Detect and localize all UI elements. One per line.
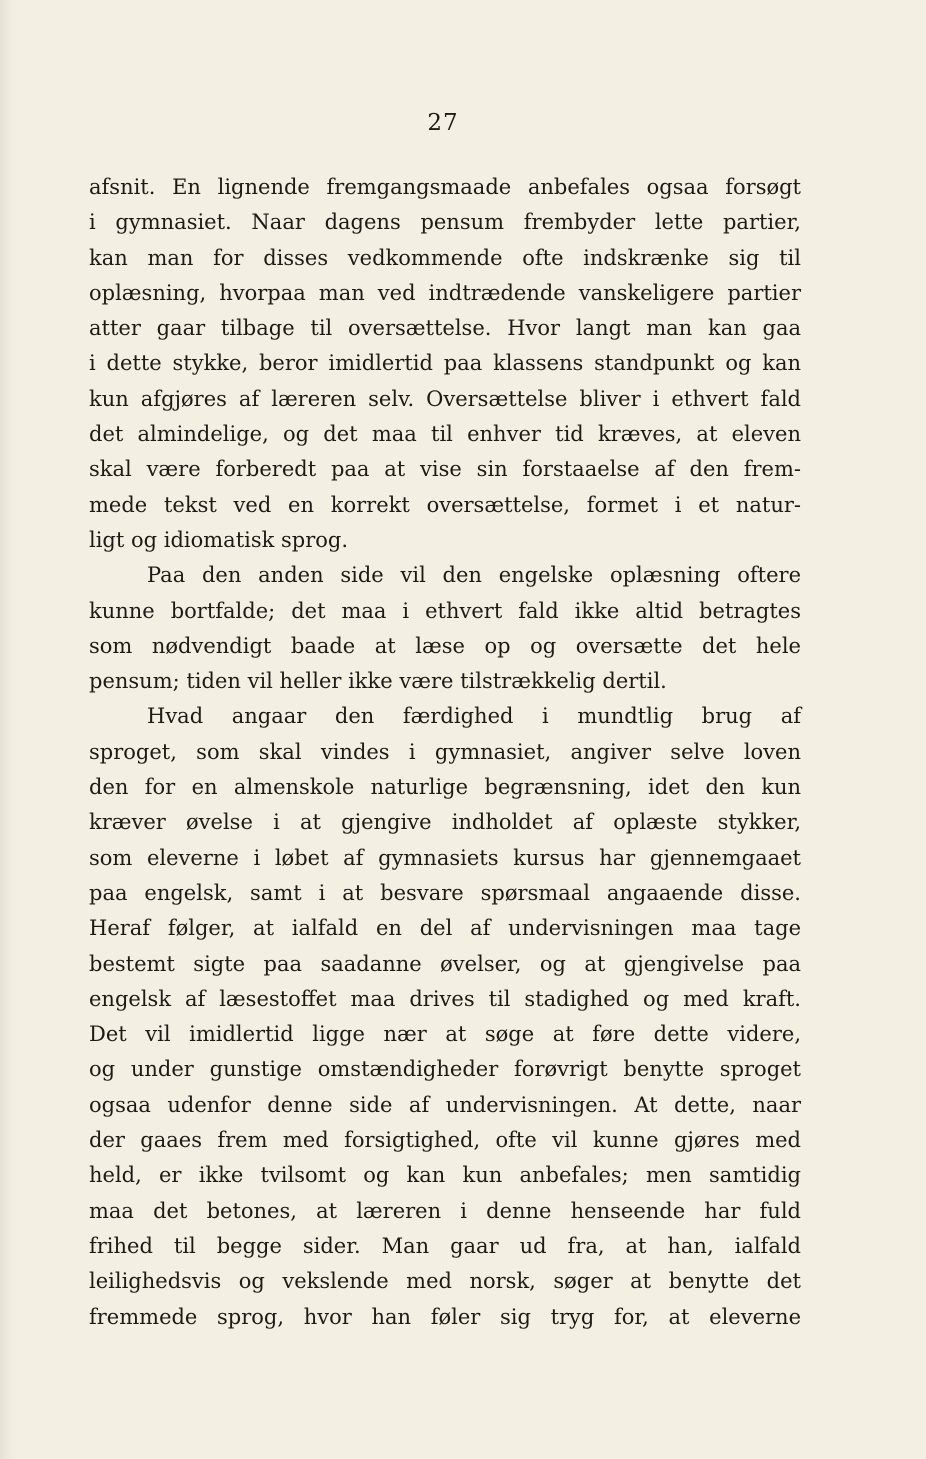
- text-line: i gymnasiet. Naar dagens pensum frembyder lette partier,: [89, 210, 801, 235]
- text-line: ligt og idiomatisk sprog.: [89, 527, 349, 552]
- text-line: det almindelige, og det maa til enhver tid kræves, at eleven: [89, 422, 801, 447]
- text-line: pensum; tiden vil heller ikke være tilstrækkelig dertil.: [89, 669, 667, 694]
- text-line: leilighedsvis og vekslende med norsk, søger at benytte det: [89, 1269, 801, 1294]
- text-line: kun afgjøres af læreren selv. Oversættelse bliver i ethvert fald: [89, 386, 801, 411]
- text-line: paa engelsk, samt i at besvare spørsmaal angaaende disse.: [89, 880, 801, 905]
- text-line: Paa den anden side vil den engelske oplæsning oftere: [147, 563, 801, 588]
- text-line: kunne bortfalde; det maa i ethvert fald ikke altid betragtes: [89, 598, 801, 623]
- body-text: [89, 170, 801, 1335]
- text-line: maa det betones, at læreren i denne henseende har fuld: [89, 1198, 801, 1223]
- text-line: og under gunstige omstændigheder forøvrigt benytte sproget: [89, 1057, 801, 1082]
- text-line: skal være forberedt paa at vise sin forstaaelse af den frem-: [89, 457, 801, 482]
- text-line: som eleverne i løbet af gymnasiets kursus har gjennemgaaet: [89, 845, 801, 870]
- text-line: Det vil imidlertid ligge nær at søge at føre dette videre,: [89, 1022, 801, 1047]
- text-line: Heraf følger, at ialfald en del af undervisningen maa tage: [89, 916, 801, 941]
- text-line: sproget, som skal vindes i gymnasiet, angiver selve loven: [89, 739, 801, 764]
- text-line: den for en almenskole naturlige begrænsning, idet den kun: [89, 775, 801, 800]
- text-line: engelsk af læsestoffet maa drives til stadighed og med kraft.: [89, 986, 801, 1011]
- text-line: fremmede sprog, hvor han føler sig tryg for, at eleverne: [89, 1304, 801, 1329]
- text-line: i dette stykke, beror imidlertid paa klassens standpunkt og kan: [89, 351, 801, 376]
- text-line: afsnit. En lignende fremgangsmaade anbefales ogsaa forsøgt: [89, 175, 801, 199]
- text-line: held, er ikke tvilsomt og kan kun anbefales; men samtidig: [89, 1163, 801, 1188]
- text-line: bestemt sigte paa saadanne øvelser, og at gjengivelse paa: [89, 951, 801, 976]
- text-line: som nødvendigt baade at læse op og oversætte det hele: [89, 633, 801, 658]
- text-line: ogsaa udenfor denne side af undervisningen. At dette, naar: [89, 1092, 801, 1117]
- page-number: 27: [427, 110, 459, 136]
- text-line: kræver øvelse i at gjengive indholdet af oplæste stykker,: [89, 810, 801, 835]
- text-line: frihed til begge sider. Man gaar ud fra, at han, ialfald: [89, 1233, 801, 1258]
- text-line: atter gaar tilbage til oversættelse. Hvor langt man kan gaa: [89, 316, 801, 341]
- text-line: oplæsning, hvorpaa man ved indtrædende vanskeligere partier: [89, 280, 801, 305]
- text-line: kan man for disses vedkommende ofte indskrænke sig til: [89, 245, 801, 270]
- text-line: Hvad angaar den færdighed i mundtlig brug af: [147, 704, 801, 729]
- text-line: der gaaes frem med forsigtighed, ofte vil kunne gjøres med: [89, 1128, 801, 1153]
- text-line: mede tekst ved en korrekt oversættelse, formet i et natur-: [89, 492, 801, 517]
